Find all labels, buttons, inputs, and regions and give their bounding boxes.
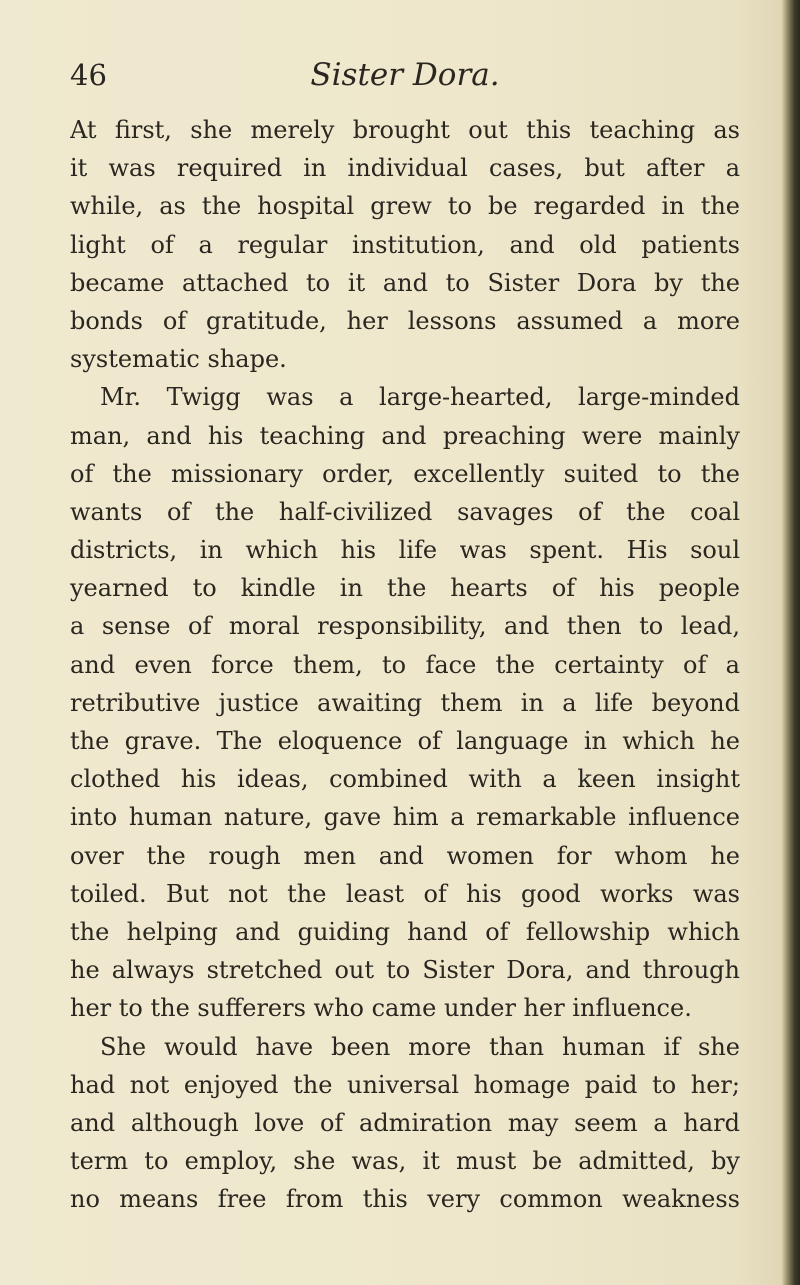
text-line: toiled. But not the least of his good works was bbox=[70, 879, 740, 908]
text-line: yearned to kindle in the hearts of his people bbox=[70, 574, 740, 603]
text-line: She would have been more than human if she bbox=[100, 1032, 740, 1061]
text-line: it was required in individual cases, but after a bbox=[70, 154, 740, 183]
text-line: became attached to it and to Sister Dora by the bbox=[70, 268, 740, 297]
text-line: the grave. The eloquence of language in which he bbox=[70, 727, 740, 755]
text-line: and even force them, to face the certainty of a bbox=[70, 650, 740, 679]
text-line: districts, in which his life was spent. His soul bbox=[70, 536, 740, 565]
text-line: term to employ, she was, it must be admitted, by bbox=[70, 1147, 740, 1176]
text-line: systematic shape. bbox=[70, 345, 287, 374]
text-line: light of a regular institution, and old patients bbox=[70, 230, 740, 259]
text-line: At first, she merely brought out this teaching as bbox=[70, 116, 740, 144]
text-line: while, as the hospital grew to be regarded in the bbox=[70, 192, 740, 221]
text-line: and although love of admiration may seem a hard bbox=[70, 1108, 740, 1137]
text-line: her to the sufferers who came under her influence. bbox=[70, 994, 692, 1023]
text-line: over the rough men and women for whom he bbox=[70, 841, 740, 870]
page-number: 46 bbox=[70, 58, 107, 92]
text-line: no means free from this very common weakness bbox=[70, 1185, 740, 1214]
text-line: a sense of moral responsibility, and then to lead, bbox=[70, 612, 740, 641]
text-line: retributive justice awaiting them in a life beyond bbox=[70, 688, 740, 717]
text-line: he always stretched out to Sister Dora, and through bbox=[70, 956, 740, 985]
running-title: Sister Dora. bbox=[310, 57, 500, 93]
text-line: into human nature, gave him a remarkable influence bbox=[70, 803, 740, 832]
page-header bbox=[70, 50, 740, 100]
page-edge-shadow bbox=[782, 0, 800, 1285]
text-line: wants of the half-civilized savages of the coal bbox=[70, 497, 740, 526]
text-line: Mr. Twigg was a large-hearted, large-minded bbox=[100, 383, 740, 412]
body-text bbox=[70, 111, 740, 1218]
text-line: man, and his teaching and preaching were mainly bbox=[70, 421, 740, 450]
text-line: of the missionary order, excellently suited to the bbox=[70, 459, 740, 488]
text-line: the helping and guiding hand of fellowship which bbox=[70, 917, 740, 946]
text-line: clothed his ideas, combined with a keen insight bbox=[70, 765, 740, 794]
text-line: had not enjoyed the universal homage paid to her; bbox=[70, 1070, 740, 1099]
text-line: bonds of gratitude, her lessons assumed a more bbox=[70, 306, 740, 335]
